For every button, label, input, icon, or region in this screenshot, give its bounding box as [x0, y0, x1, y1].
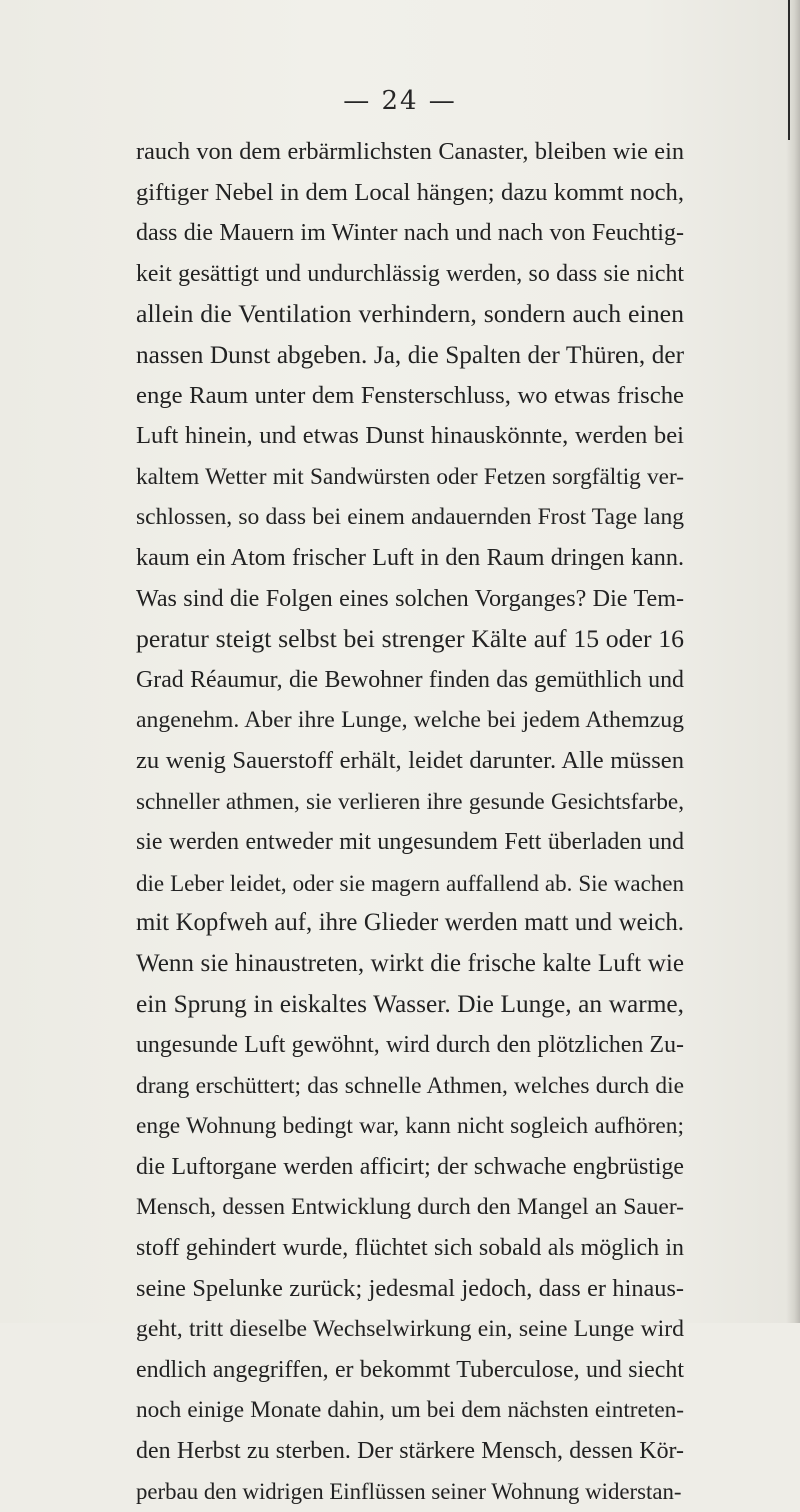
text-line: keit gesättigt und undurchlässig werden, so dass sie nicht	[136, 260, 684, 287]
text-line: drang erschüttert; das schnelle Athmen, welches durch die	[136, 1072, 684, 1099]
text-line: Wenn sie hinaustreten, wirkt die frische kalte Luft wie	[136, 949, 684, 977]
page-edge-line	[788, 0, 790, 140]
text-line: ein Sprung in eiskaltes Wasser. Die Lunge, an warme,	[136, 990, 684, 1019]
page-number: — 24 —	[343, 86, 457, 116]
text-line: Was sind die Folgen eines solchen Vorganges? Die Tem-	[136, 585, 684, 612]
text-line: Luft hinein, und etwas Dunst hinauskönnte, werden bei	[136, 422, 684, 450]
text-line: noch einige Monate dahin, um bei dem nächsten eintreten-	[136, 1397, 684, 1424]
text-line: seine Spelunke zurück; jedesmal jedoch, dass er hinaus-	[136, 1274, 684, 1302]
text-line: endlich angegriffen, er bekommt Tuberculose, und siecht	[136, 1356, 684, 1383]
text-line: enge Wohnung bedingt war, kann nicht sogleich aufhören;	[136, 1113, 684, 1140]
text-line: peratur steigt selbst bei strenger Kälte auf 15 oder 16	[136, 624, 684, 654]
text-line: die Luftorgane werden afficirt; der schwache engbrüstige	[136, 1153, 684, 1180]
text-line: stoff gehindert wurde, flüchtet sich sobald als möglich in	[136, 1235, 684, 1262]
text-line: mit Kopfweh auf, ihre Glieder werden matt und weich.	[136, 909, 684, 937]
text-line: angenehm. Aber ihre Lunge, welche bei jedem Athemzug	[136, 707, 684, 734]
text-line: rauch von dem erbärmlichsten Canaster, bleiben wie ein	[136, 138, 684, 165]
text-line: dass die Mauern im Winter nach und nach von Feuchtig-	[136, 220, 684, 247]
text-line: den Herbst zu sterben. Der stärkere Mensch, dessen Kör-	[136, 1438, 684, 1464]
body-text	[136, 132, 684, 1512]
text-line: sie werden entweder mit ungesundem Fett überladen und	[136, 829, 684, 856]
text-line: zu wenig Sauerstoff erhält, leidet darunter. Alle müssen	[136, 746, 684, 774]
page-edge-shadow	[786, 0, 800, 1323]
text-line: kaum ein Atom frischer Luft in den Raum dringen kann.	[136, 543, 684, 571]
text-line: geht, tritt dieselbe Wechselwirkung ein, seine Lunge wird	[136, 1316, 684, 1343]
text-line: die Leber leidet, oder sie magern auffallend ab. Sie wachen	[136, 869, 684, 896]
text-line: ungesunde Luft gewöhnt, wird durch den plötzlichen Zu-	[136, 1032, 684, 1059]
text-line: kaltem Wetter mit Sandwürsten oder Fetzen sorgfältig ver-	[136, 463, 684, 490]
text-line: enge Raum unter dem Fensterschluss, wo etwas frische	[136, 381, 684, 409]
text-line: allein die Ventilation verhindern, sondern auch einen	[136, 299, 684, 329]
text-line: schneller athmen, sie verlieren ihre gesunde Gesichtsfarbe,	[136, 788, 684, 815]
text-line: nassen Dunst abgeben. Ja, die Spalten der Thüren, der	[136, 340, 684, 369]
text-line: Mensch, dessen Entwicklung durch den Mangel an Sauer-	[136, 1194, 684, 1221]
text-line: schlossen, so dass bei einem andauernden Frost Tage lang	[136, 504, 684, 531]
text-line: giftiger Nebel in dem Local hängen; dazu kommt noch,	[136, 178, 684, 206]
text-line: perbau den widrigen Einflüssen seiner Wohnung widerstan-	[136, 1478, 682, 1504]
text-line: Grad Réaumur, die Bewohner finden das gemüthlich und	[136, 666, 684, 693]
